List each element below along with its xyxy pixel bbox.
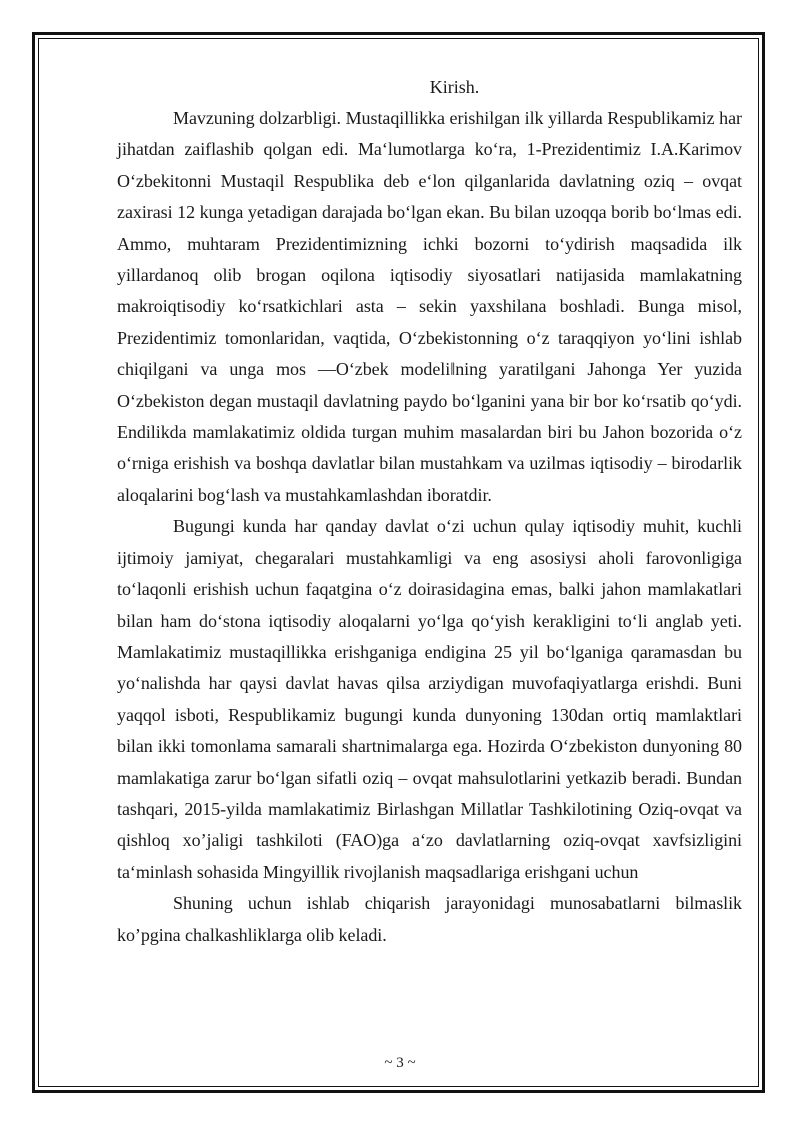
document-body xyxy=(117,72,742,951)
page-number: ~ 3 ~ xyxy=(384,1055,416,1071)
section-title: Kirish. xyxy=(429,77,480,97)
paragraph-economic-relations: Bugungi kunda har qanday davlat o‘zi uchun qulay iqtisodiy muhit, kuchli ijtimoiy jamiyat, chegaralari mustahkamligi va eng asosiysi aholi farovonligiga to‘laqonli erishish uchun faqatgina o‘z doirasidagina emas, balki jahon mamlakatlari bilan ham do‘stona iqtisodiy aloqalarni yo‘lga qo‘yish kerakligini to‘li anglab yeti. Mamlakatimiz mustaqillikka erishganiga endigina 25 yil bo‘lganiga qaramasdan bu yo‘nalishda har qaysi davlat havas qilsa arziydigan muvofaqiyatlarga erishdi. Buni yaqqol isboti, Respublikamiz bugungi kunda dunyoning 130dan ortiq mamlaktlari bilan ikki tomonlama samarali shartnimalarga ega. Hozirda O‘zbekiston dunyoning 80 mamlakatiga zarur bo‘lgan sifatli oziq – ovqat mahsulotlarini yetkazib beradi. Bundan tashqari, 2015-yilda mamlakatimiz Birlashgan Millatlar Tashkilotining Oziq-ovqat va qishloq xo’jaligi tashkiloti (FAO)ga a‘zo davlatlarning oziq-ovqat xavfsizligini ta‘minlash sohasida Mingyillik rivojlanish maqsadlariga erishgani uchun xyxy=(117,516,742,882)
paragraph-conclusion: Shuning uchun ishlab chiqarish jarayonidagi munosabatlarni bilmaslik ko’pgina chalkashliklarga olib keladi. xyxy=(117,893,742,945)
paragraph-relevance: Mavzuning dolzarbligi. Mustaqillikka erishilgan ilk yillarda Respublikamiz har jihatdan zaiflashib qolgan edi. Ma‘lumotlarga ko‘ra, 1-Prezidentimiz I.A.Karimov O‘zbekitonni Mustaqil Respublika deb e‘lon qilganlarida davlatning oziq – ovqat zaxirasi 12 kunga yetadigan darajada bo‘lgan ekan. Bu bilan uzoqqa borib bo‘lmas edi. Ammo, muhtaram Prezidentimizning ichki bozorni to‘ydirish maqsadida ilk yillardanoq olib brogan oqilona iqtisodiy siyosatlari natijasida mamlakatning makroiqtisodiy ko‘rsatkichlari asta – sekin yaxshilana boshladi. Bunga misol, Prezidentimiz tomonlaridan, vaqtida, O‘zbekistonning o‘z taraqqiyon yo‘lini ishlab chiqilgani va unga mos ―O‘zbek modeli‖ning yaratilgani Jahonga Yer yuzida O‘zbekiston degan mustaqil davlatning paydo bo‘lganini yana bir bor ko‘rsatib qo‘ydi. Endilikda mamlakatimiz oldida turgan muhim masalardan biri bu Jahon bozorida o‘z o‘rniga erishish va boshqa davlatlar bilan mustahkam va uzilmas iqtisodiy – birodarlik aloqalarini bog‘lash va mustahkamlashdan iboratdir. xyxy=(117,108,742,505)
